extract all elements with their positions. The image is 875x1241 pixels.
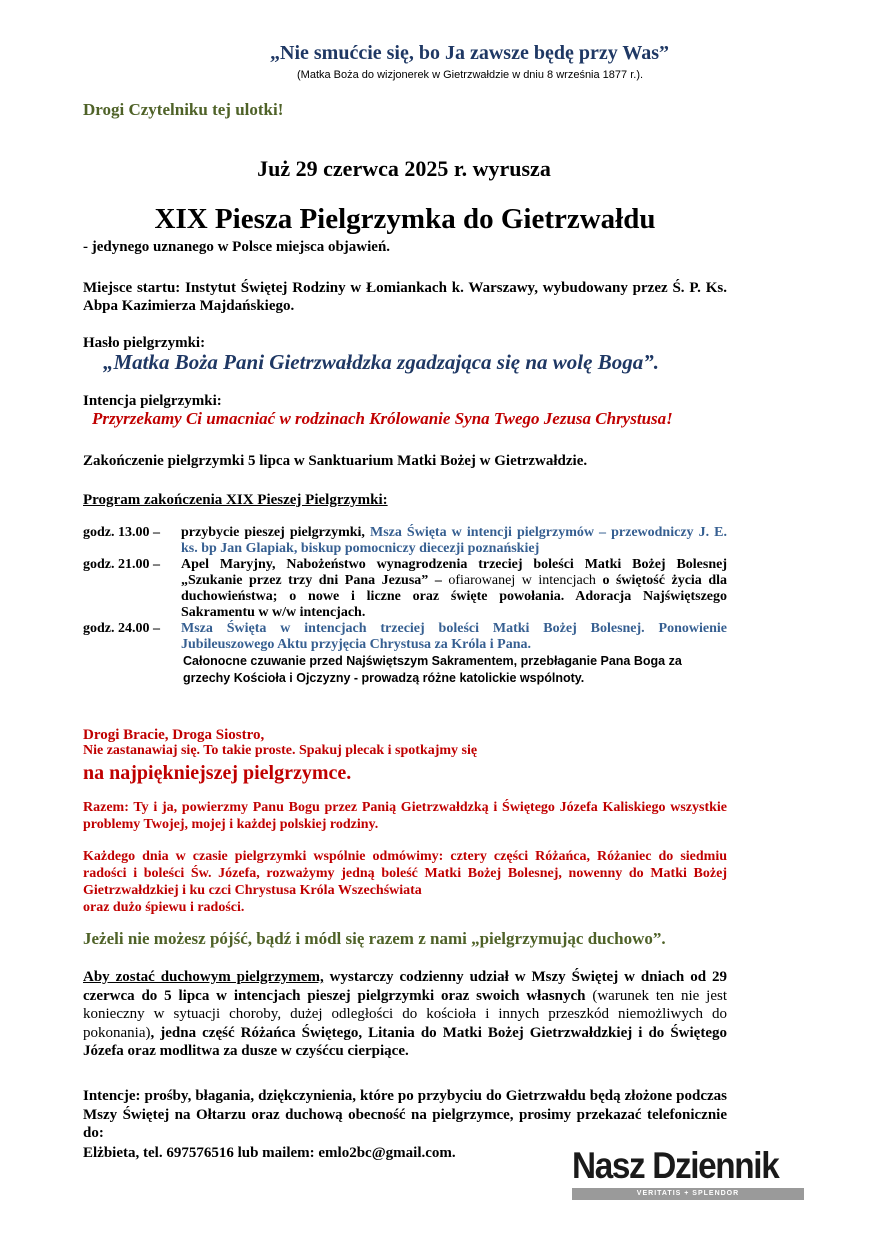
start-location: Miejsce startu: Instytut Świętej Rodziny w Łomiankach k. Warszawy, wybudowany przez Ś. P. Ks. Abpa Kazimierza Majdańskiego.	[83, 280, 727, 314]
ending: Zakończenie pielgrzymki 5 lipca w Sanktuarium Matki Bożej w Gietrzwałdzie.	[83, 453, 588, 469]
motto: „Matka Boża Pani Gietrzwałdzka zgadzająca się na wolę Boga”.	[103, 350, 659, 374]
conditions-text-2: , jedna część Różańca Świętego, Litania do Matki Bożej Gietrzwałdzkiej i do Świętego Józefa oraz modlitwa za dusze w czyśćcu cierpiące.	[83, 1024, 727, 1059]
contact: Elżbieta, tel. 697576516 lub mailem: emlo2bc@gmail.com.	[83, 1145, 456, 1161]
razem: Razem: Ty i ja, powierzmy Panu Bogu przez Panią Gietrzwałdzką i Świętego Józefa Kaliskiego wszystkie problemy Twojej, mojej i każdej polskiej rodziny.	[83, 800, 727, 832]
program-text-highlight: Msza Święta w intencjach trzeciej boleści Matki Bożej Bolesnej. Ponowienie Jubileuszowego Aktu przyjęcia Chrystusa za Króla i Pana.	[181, 621, 727, 652]
nasz-dziennik-logo: Nasz Dziennik VERITATIS + SPLENDOR	[572, 1146, 804, 1200]
quote: „Nie smućcie się, bo Ja zawsze będę przy Was”	[270, 42, 670, 64]
program-heading: Program zakończenia XIX Pieszej Pielgrzymki:	[83, 492, 388, 508]
subtitle: - jedynego uznanego w Polsce miejsca objawień.	[83, 239, 391, 255]
conditions-note: (warunek ten nie jest konieczny w sytuacji choroby, dużej odległości do kościoła i innych przeszkód niemożliwych do pokonania)	[83, 987, 728, 1041]
motto-label: Hasło pielgrzymki:	[83, 335, 206, 351]
quote-source: (Matka Boża do wizjonerek w Gietrzwałdzie w dniu 8 września 1877 r.).	[297, 69, 644, 81]
daily-text: Każdego dnia w czasie pielgrzymki wspólnie odmówimy: cztery części Różańca, Różaniec do siedmiu radości i boleści Św. Józefa, rozważymy jedną boleść Matki Bożej Bolesnej, nowenny do Matki Bożej Gietrzwałdzkiej i ku czci Chrystusa Króla Wszechświata	[83, 849, 727, 898]
appeal-line-2: Nie zastanawiaj się. To takie proste. Spakuj plecak i spotkajmy się	[83, 743, 478, 758]
program-time: godz. 21.00 –	[83, 557, 160, 572]
program-text: o świętość życia dla duchowieństwa; o nowe i liczne oraz święte powołania. Adoracja Najświętszego Sakramentu w w/w intencjach.	[181, 573, 728, 620]
program-text: Apel Maryjny, Nabożeństwo wynagrodzenia trzeciej boleści Matki Bożej Bolesnej „Szukanie przez trzy dni Pana Jezusa” –	[181, 557, 727, 588]
program-item	[83, 525, 727, 557]
daily-text-2: oraz dużo śpiewu i radości.	[83, 900, 245, 915]
program-time: godz. 24.00 –	[83, 621, 160, 636]
program-list	[83, 525, 727, 687]
title: XIX Piesza Pielgrzymka do Gietrzwałdu	[154, 203, 656, 235]
appeal-line-1: Drogi Bracie, Droga Siostro,	[83, 727, 265, 743]
conditions	[83, 968, 727, 1061]
program-vigil: Całonocne czuwanie przed Najświętszym Sakramentem, przebłaganie Pana Boga za grzechy Kościoła i Ojczyzny - prowadzą różne katolickie wspólnoty.	[183, 654, 682, 685]
program-item	[83, 557, 727, 621]
program-time: godz. 13.00 –	[83, 525, 160, 540]
program-text: przybycie pieszej pielgrzymki,	[181, 525, 370, 540]
spiritual-pilgrim: Jeżeli nie możesz pójść, bądź i módl się razem z nami „pielgrzymując duchowo”.	[83, 929, 666, 948]
intentions: Intencje: prośby, błagania, dziękczynienia, które po przybyciu do Gietrzwałdu będą złożone podczas Mszy Świętej na Ołtarzu oraz duchową obecność na pielgrzymce, prosimy przekazać telefonicznie do:	[83, 1088, 727, 1141]
program-text-normal: ofiarowanej w intencjach	[448, 573, 603, 588]
intention-label: Intencja pielgrzymki:	[83, 393, 222, 409]
conditions-text: wystarczy codzienny udział w Mszy Świętej w dniach od 29 czerwca do 5 lipca w intencjach pieszej pielgrzymki oraz swoich własnych	[83, 969, 728, 1004]
date-line: Już 29 czerwca 2025 r. wyrusza	[257, 156, 551, 181]
appeal-line-3: na najpiękniejszej pielgrzymce.	[83, 762, 352, 784]
greeting: Drogi Czytelniku tej ulotki!	[83, 100, 284, 119]
program-item	[83, 621, 727, 687]
program-text-highlight: Msza Święta w intencji pielgrzymów – przewodniczy J. E. ks. bp Jan Glapiak, biskup pomocniczy diecezji poznańskiej	[181, 525, 727, 556]
intention: Przyrzekamy Ci umacniać w rodzinach Królowanie Syna Twego Jezusa Chrystusa!	[92, 409, 673, 428]
daily-prayers	[83, 848, 727, 916]
conditions-heading: Aby zostać duchowym pielgrzymem,	[83, 969, 324, 985]
